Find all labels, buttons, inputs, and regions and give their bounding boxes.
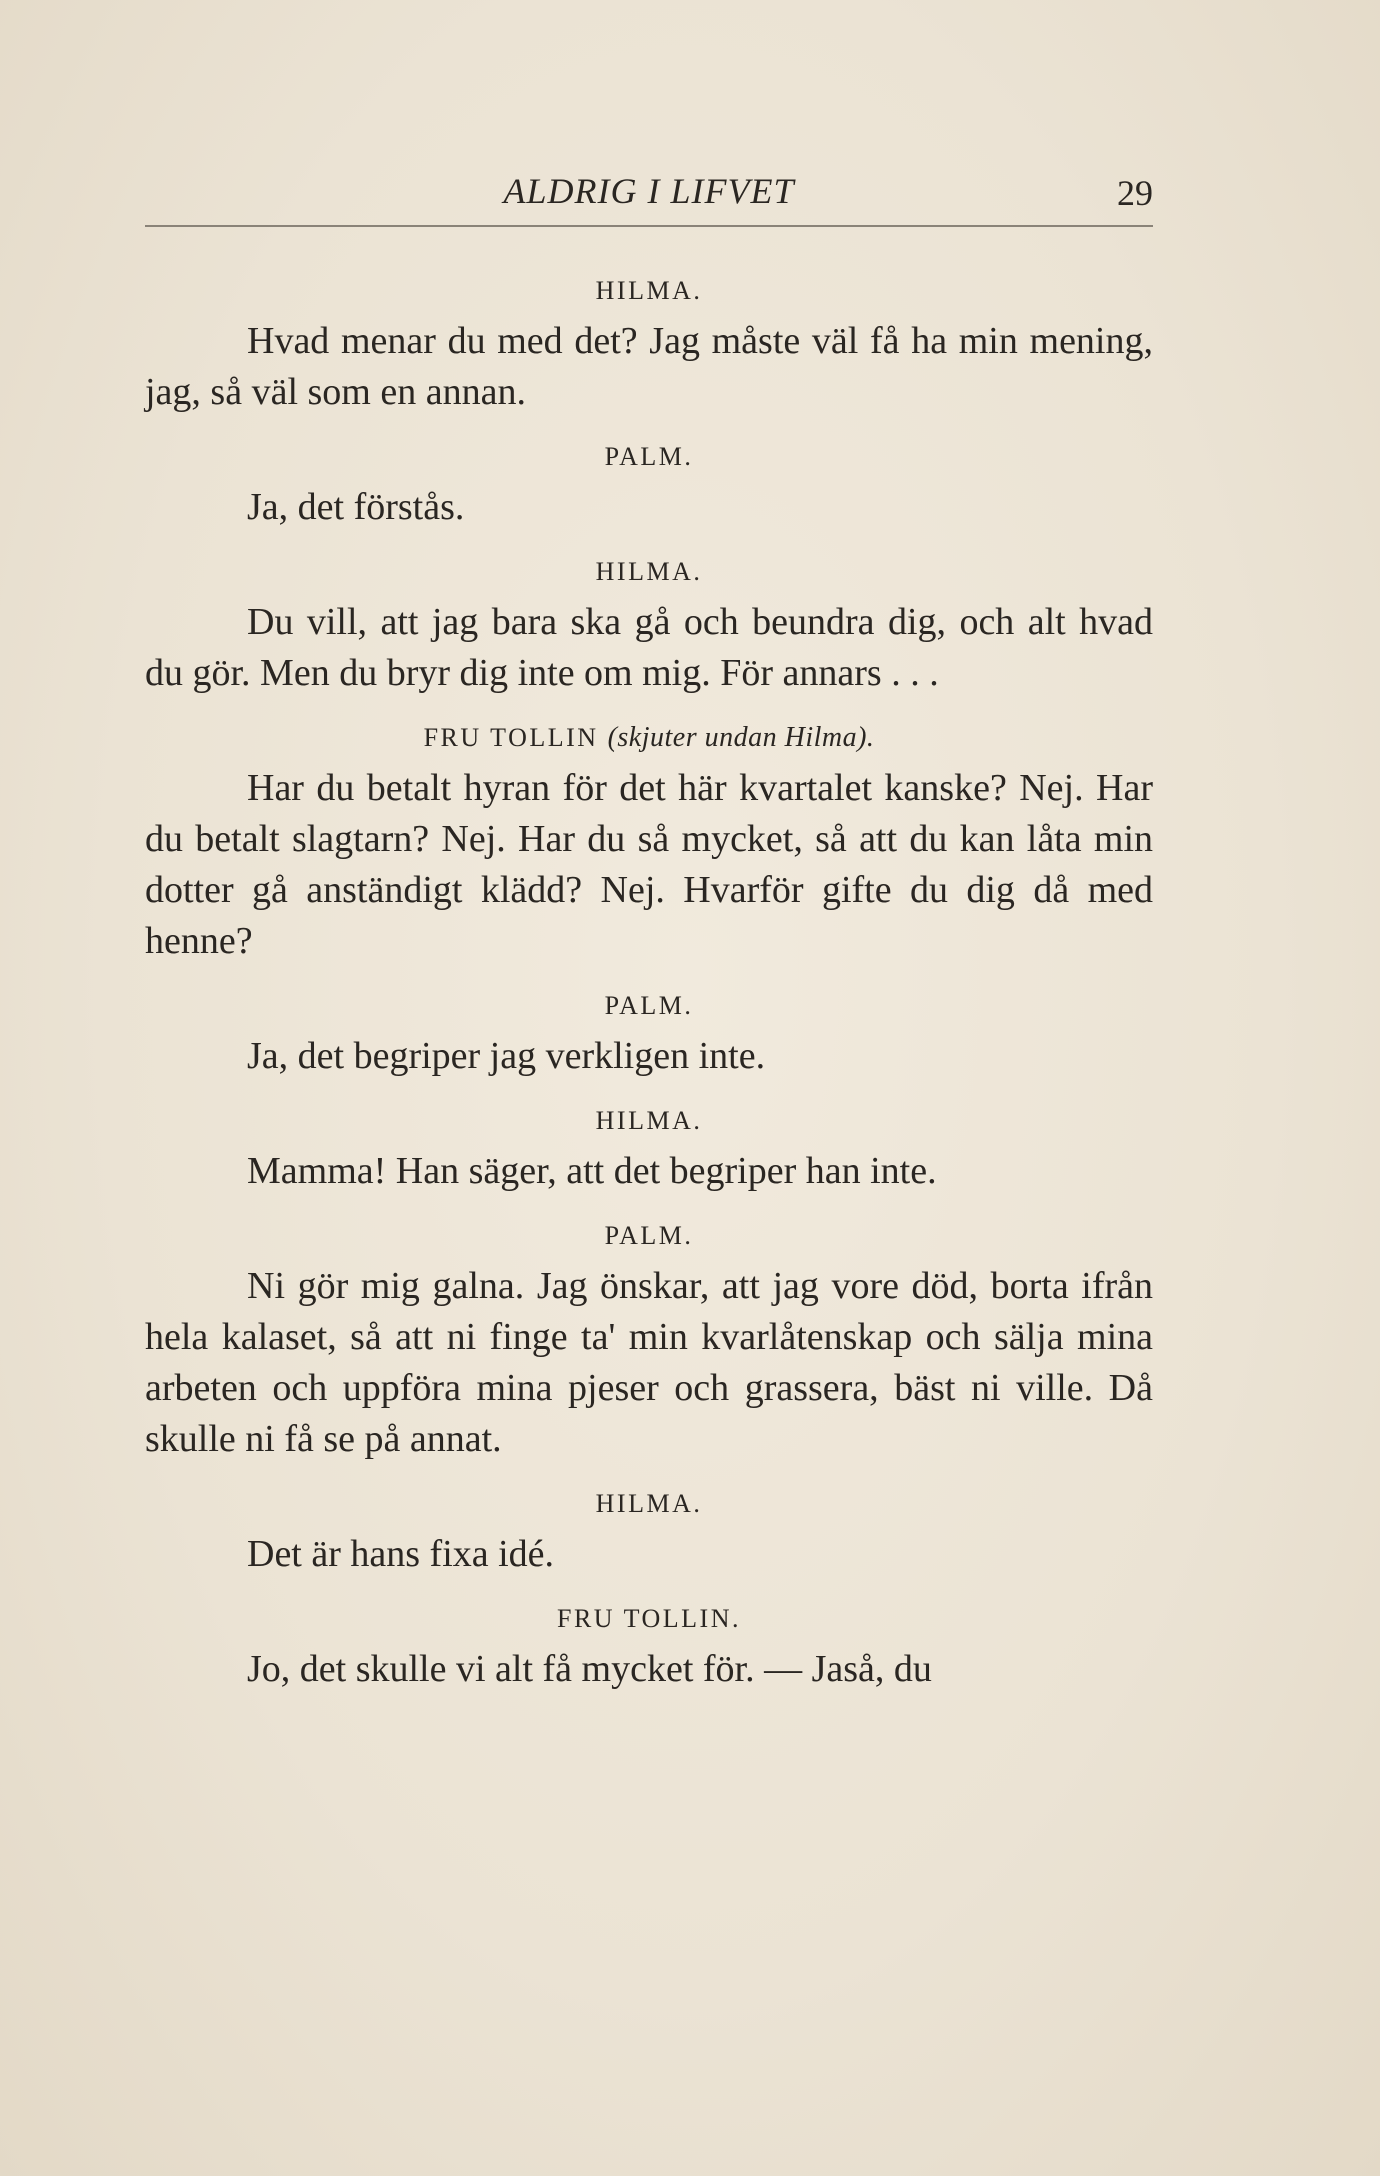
- speech-text: Har du betalt hyran för det här kvartalet kanske? Nej. Har du betalt slagtarn? Nej. Har du så mycket, så att du kan låta min dotter gå anständigt klädd? Nej. Hvarför gifte du dig då med henne?: [145, 767, 1153, 962]
- speech-text: Hvad menar du med det? Jag måste väl få ha min mening, jag, så väl som en annan.: [145, 320, 1153, 413]
- speaker-name: PALM.: [604, 1221, 694, 1250]
- speech-text: Ja, det förstås.: [247, 486, 465, 528]
- running-title: ALDRIG I LIFVET: [503, 171, 795, 211]
- speaker-line: [145, 713, 1153, 763]
- speech-text: Du vill, att jag bara ska gå och beundra dig, och alt hvad du gör. Men du bryr dig inte om mig. För annars . . .: [145, 601, 1153, 694]
- speech-text: Ja, det begriper jag verkligen inte.: [247, 1035, 766, 1077]
- page-header: [145, 170, 1153, 230]
- speaker-name: FRU TOLLIN: [423, 723, 599, 752]
- speech-text: Jo, det skulle vi alt få mycket för. — Jaså, du: [247, 1648, 932, 1690]
- speaker-name: HILMA.: [595, 1489, 703, 1518]
- speech-text: Det är hans fixa idé.: [247, 1533, 555, 1575]
- speaker-name: HILMA.: [595, 276, 703, 305]
- speaker-name: PALM.: [604, 991, 694, 1020]
- speaker-name: FRU TOLLIN.: [557, 1604, 741, 1633]
- speech-text: Mamma! Han säger, att det begriper han inte.: [247, 1150, 937, 1192]
- speaker-name: PALM.: [604, 442, 694, 471]
- stage-direction: (skjuter undan Hilma).: [607, 722, 875, 753]
- speaker-name: HILMA.: [595, 1106, 703, 1135]
- speech-text: Ni gör mig galna. Jag önskar, att jag vore död, borta ifrån hela kalaset, så att ni finge ta' min kvarlåtenskap och sälja mina arbeten och uppföra mina pjeser och grassera, bäst ni ville. Då skulle ni få se på annat.: [145, 1265, 1153, 1460]
- speaker-name: HILMA.: [595, 557, 703, 586]
- header-rule: [145, 225, 1153, 227]
- play-text: [145, 262, 1153, 1709]
- page-number: 29: [1117, 173, 1153, 213]
